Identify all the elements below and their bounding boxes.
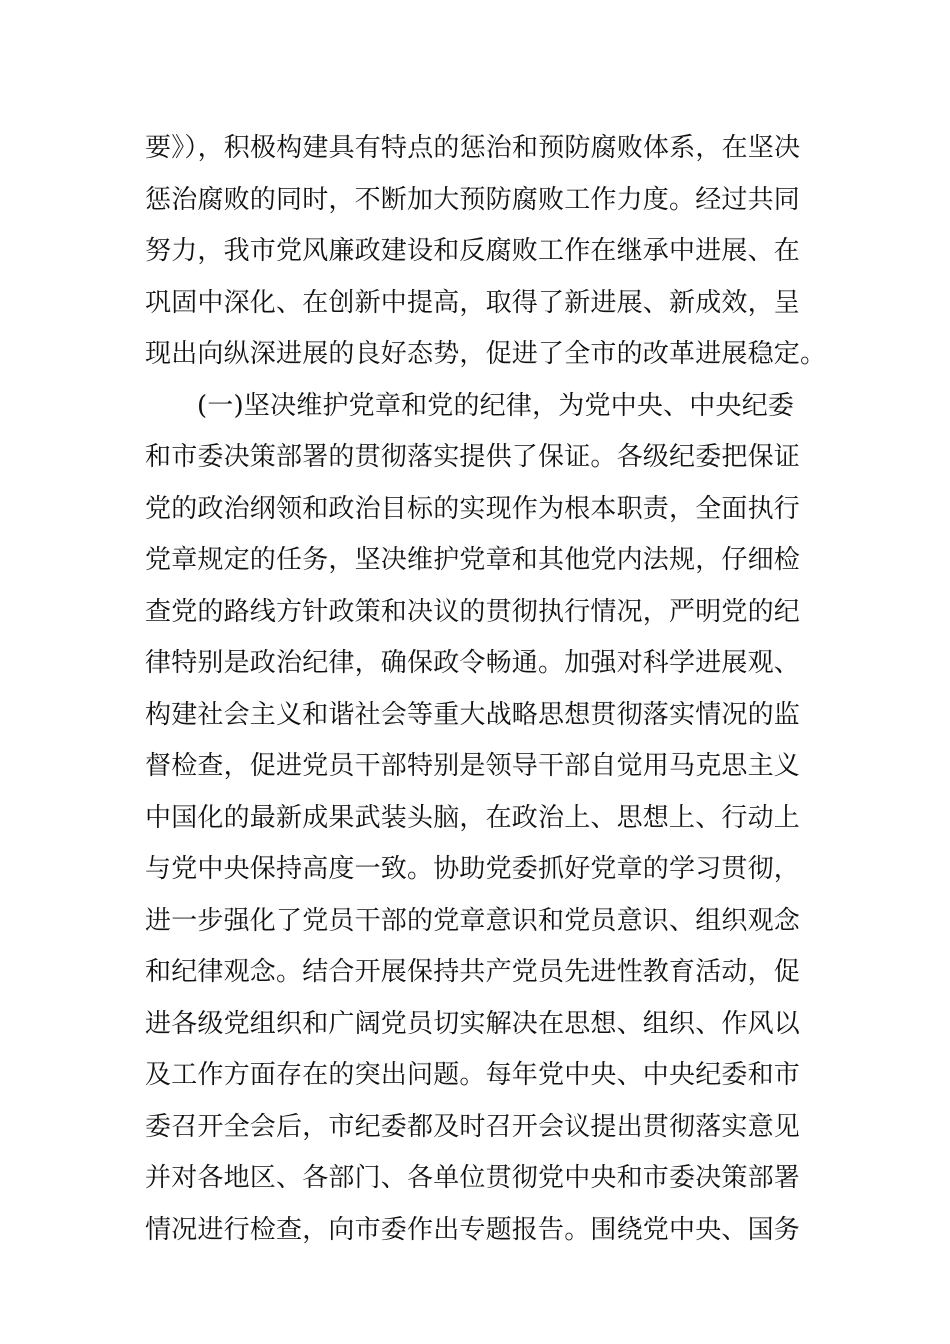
body-text bbox=[145, 123, 827, 1256]
text-line: 委召开全会后，市纪委都及时召开会议提出贯彻落实意见 bbox=[145, 1111, 801, 1142]
text-line: 情况进行检查，向市委作出专题报告。围绕党中央、国务 bbox=[145, 1214, 801, 1245]
text-line: 要》），积极构建具有特点的惩治和预防腐败体系，在坚决 bbox=[145, 133, 801, 163]
text-line: 并对各地区、各部门、各单位贯彻党中央和市委决策部署 bbox=[145, 1163, 801, 1193]
text-line: 与党中央保持高度一致。协助党委抓好党章的学习贯彻， bbox=[145, 854, 801, 884]
text-line: 进一步强化了党员干部的党章意识和党员意识、组织观念 bbox=[145, 905, 801, 936]
text-line: 党章规定的任务，坚决维护党章和其他党内法规，仔细检 bbox=[145, 545, 801, 575]
section-heading-line: (一)坚决维护党章和党的纪律，为党中央、中央纪委 bbox=[197, 390, 795, 421]
text-line: 党的政治纲领和政治目标的实现作为根本职责，全面执行 bbox=[145, 493, 801, 524]
text-line: 惩治腐败的同时，不断加大预防腐败工作力度。经过共同 bbox=[145, 184, 801, 215]
text-line: 构建社会主义和谐社会等重大战略思想贯彻落实情况的监 bbox=[145, 699, 801, 730]
text-line: 现出向纵深进展的良好态势，促进了全市的改革进展稳定。 bbox=[145, 339, 827, 369]
text-line: 和市委决策部署的贯彻落实提供了保证。各级纪委把保证 bbox=[145, 442, 801, 472]
text-line: 中国化的最新成果武装头脑，在政治上、思想上、行动上 bbox=[145, 802, 801, 833]
text-line: 律特别是政治纪律，确保政令畅通。加强对科学进展观、 bbox=[145, 648, 801, 678]
text-line: 巩固中深化、在创新中提高，取得了新进展、新成效，呈 bbox=[145, 287, 801, 318]
text-line: 努力，我市党风廉政建设和反腐败工作在继承中进展、在 bbox=[145, 236, 801, 266]
text-line: 督检查，促进党员干部特别是领导干部自觉用马克思主义 bbox=[145, 751, 801, 781]
text-line: 查党的路线方针政策和决议的贯彻执行情况，严明党的纪 bbox=[145, 596, 801, 627]
text-line: 及工作方面存在的突出问题。每年党中央、中央纪委和市 bbox=[145, 1060, 801, 1090]
text-line: 和纪律观念。结合开展保持共产党员先进性教育活动，促 bbox=[145, 957, 801, 987]
text-line: 进各级党组织和广阔党员切实解决在思想、组织、作风以 bbox=[145, 1008, 801, 1039]
